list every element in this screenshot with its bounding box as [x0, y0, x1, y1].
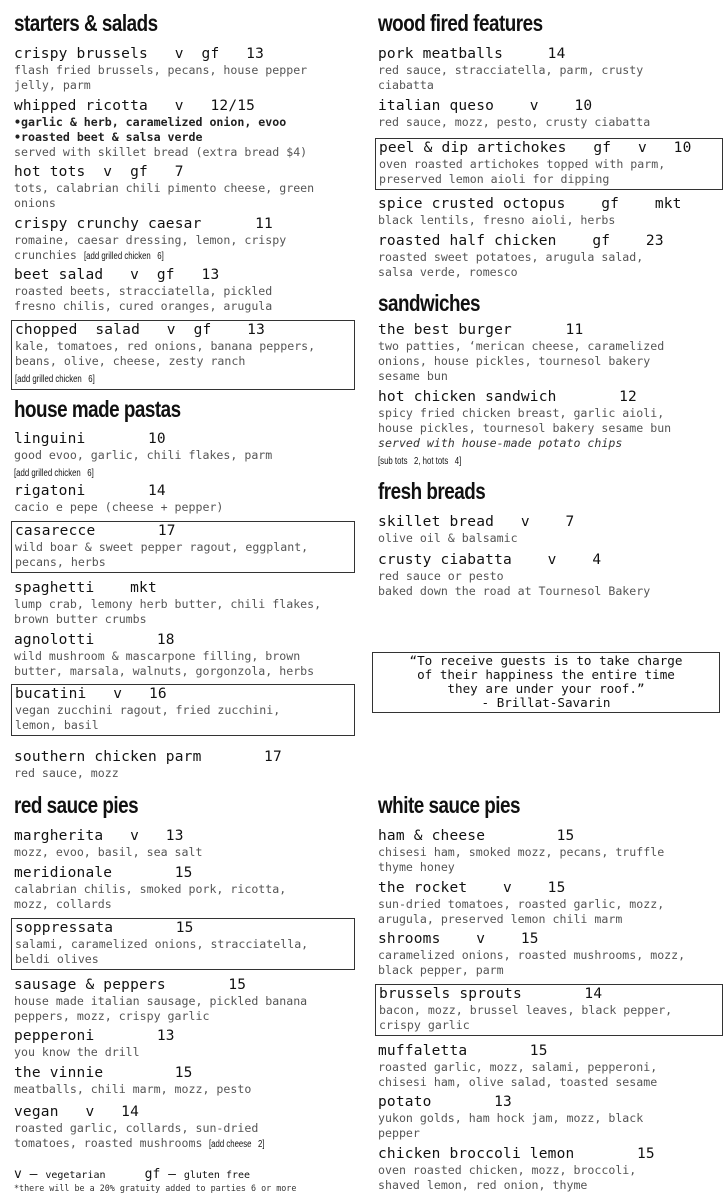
menu-item: [14, 828, 364, 860]
item-title: crispy brussels v gf 13: [14, 46, 265, 62]
item-desc: chisesi ham, smoked mozz, pecans, truffle thyme honey: [378, 845, 665, 874]
menu-item: [14, 1104, 364, 1152]
item-desc: red sauce or pesto baked down the road at Tournesol Bakery: [378, 569, 651, 598]
menu-item: [14, 216, 364, 264]
item-desc: two patties, ‘merican cheese, caramelized onions, house pickles, tournesol bakery sesame bun: [378, 339, 665, 383]
item-title: southern chicken parm 17: [14, 749, 282, 765]
menu-item: [14, 164, 364, 211]
item-title: shrooms v 15: [378, 931, 539, 947]
item-title: pork meatballs 14: [378, 46, 566, 62]
item-desc: sun-dried tomatoes, roasted garlic, mozz, arugula, preserved lemon chili marm: [378, 897, 665, 926]
item-title: brussels sprouts 14: [379, 986, 603, 1002]
item-title: italian queso v 10: [378, 98, 593, 114]
menu-item: [378, 1094, 728, 1141]
starters-heading: starters & salads: [14, 10, 158, 36]
item-title: muffaletta 15: [378, 1043, 548, 1059]
item-title: bucatini v 16: [15, 686, 167, 702]
item-title: crispy crunchy caesar 11: [14, 216, 273, 232]
pastas-heading: house made pastas: [14, 396, 181, 422]
menu-item: [378, 389, 728, 469]
item-title: spice crusted octopus gf mkt: [378, 196, 682, 212]
item-title: agnolotti 18: [14, 632, 175, 648]
menu-item: [14, 580, 364, 627]
item-title: vegan v 14: [14, 1104, 140, 1120]
item-desc: oven roasted chicken, mozz, broccoli, shaved lemon, red onion, thyme: [378, 1163, 637, 1192]
menu-item: [378, 322, 728, 384]
gratuity-note: *there will be a 20% gratuity added to parties 6 or more: [14, 1183, 297, 1193]
addon-note: [add cheese 2]: [209, 1139, 265, 1150]
item-title: soppressata 15: [15, 920, 194, 936]
menu-item-featured: [11, 320, 355, 390]
item-desc: house made italian sausage, pickled banana peppers, mozz, crispy garlic: [14, 994, 308, 1023]
sandwiches-heading: sandwiches: [378, 290, 481, 316]
item-title: the vinnie 15: [14, 1065, 193, 1081]
item-desc: olive oil & balsamic: [378, 531, 518, 545]
menu-item: [14, 267, 364, 314]
legend-gf: gf –: [144, 1167, 176, 1182]
legend-gf-label: gluten free: [183, 1170, 251, 1181]
item-title: linguini 10: [14, 431, 166, 447]
menu-item: [14, 749, 364, 781]
item-desc-text: roasted garlic, collards, sun-dried tomatoes, roasted mushrooms: [14, 1121, 259, 1150]
menu-item: [378, 46, 728, 93]
quote-box: [372, 652, 720, 713]
breads-heading: fresh breads: [378, 478, 486, 504]
item-desc: tots, calabrian chili pimento cheese, green onions: [14, 181, 315, 210]
item-options: •garlic & herb, caramelized onion, evoo •roasted beet & salsa verde: [14, 115, 287, 144]
legend-v: v –: [14, 1167, 38, 1182]
menu-item: [14, 46, 364, 93]
menu-item: [14, 1028, 364, 1060]
addon-note: [add grilled chicken 6]: [14, 468, 94, 479]
item-desc: cacio e pepe (cheese + pepper): [14, 500, 224, 514]
item-desc: wild mushroom & mascarpone filling, brown butter, marsala, walnuts, gorgonzola, herbs: [14, 649, 315, 678]
item-desc: vegan zucchini ragout, fried zucchini, lemon, basil: [15, 703, 281, 732]
item-desc: oven roasted artichokes topped with parm, preserved lemon aioli for dipping: [379, 157, 666, 186]
item-side-note: served with house-made potato chips: [378, 436, 623, 450]
menu-item: [14, 483, 364, 515]
addon-note: [sub tots 2, hot tots 4]: [378, 456, 462, 467]
menu-item-featured: [11, 521, 355, 573]
item-desc: red sauce, mozz, pesto, crusty ciabatta: [378, 115, 651, 129]
item-desc: good evoo, garlic, chili flakes, parm: [14, 448, 273, 462]
item-title: chicken broccoli lemon 15: [378, 1146, 655, 1162]
menu-item: [14, 632, 364, 679]
item-desc: roasted garlic, mozz, salami, pepperoni, chisesi ham, olive salad, toasted sesame: [378, 1060, 658, 1089]
item-desc: roasted beets, stracciatella, pickled fresno chilis, cured oranges, arugula: [14, 284, 273, 313]
item-title: roasted half chicken gf 23: [378, 233, 664, 249]
item-desc: salami, caramelized onions, stracciatella, beldi olives: [15, 937, 309, 966]
item-desc: mozz, evoo, basil, sea salt: [14, 845, 203, 859]
item-title: chopped salad v gf 13: [15, 322, 266, 338]
item-title: hot chicken sandwich 12: [378, 389, 637, 405]
quote-text: “To receive guests is to take charge of their happiness the entire time they are under your roof.” - Brillat-Savarin: [409, 653, 683, 710]
menu-item-featured: [375, 984, 723, 1036]
item-title: potato 13: [378, 1094, 512, 1110]
item-title: crusty ciabatta v 4: [378, 552, 602, 568]
item-title: rigatoni 14: [14, 483, 166, 499]
item-desc: [14, 233, 364, 264]
item-desc: roasted sweet potatoes, arugula salad, salsa verde, romesco: [378, 250, 644, 279]
menu-item: [14, 865, 364, 912]
menu-item-featured: [11, 684, 355, 736]
menu-item: [378, 514, 728, 546]
item-desc: red sauce, mozz: [14, 766, 119, 780]
item-title: the rocket v 15: [378, 880, 566, 896]
menu-item: [378, 1043, 728, 1090]
menu-item: [378, 98, 728, 130]
item-desc: flash fried brussels, pecans, house pepper jelly, parm: [14, 63, 308, 92]
item-desc-text: romaine, caesar dressing, lemon, crispy crunchies: [14, 233, 287, 262]
menu-item: [378, 196, 728, 228]
item-title: margherita v 13: [14, 828, 184, 844]
wood-fired-heading: wood fired features: [378, 10, 543, 36]
menu-item: [378, 931, 728, 978]
item-title: casarecce 17: [15, 523, 176, 539]
item-desc: bacon, mozz, brussel leaves, black pepper, crispy garlic: [379, 1003, 673, 1032]
item-title: pepperoni 13: [14, 1028, 175, 1044]
item-desc: meatballs, chili marm, mozz, pesto: [14, 1082, 252, 1096]
addon-note: [add grilled chicken 6]: [83, 251, 164, 262]
menu-item: [14, 431, 364, 481]
menu-item: [378, 828, 728, 875]
menu-item: [14, 98, 364, 160]
item-desc: served with skillet bread (extra bread $4): [14, 145, 308, 159]
item-desc: red sauce, stracciatella, parm, crusty ciabatta: [378, 63, 644, 92]
legend-v-label: vegetarian: [45, 1170, 106, 1181]
menu-item: [378, 1146, 728, 1193]
item-desc: wild boar & sweet pepper ragout, eggplant, pecans, herbs: [15, 540, 309, 569]
menu-item: [14, 1065, 364, 1097]
item-desc: [14, 1121, 364, 1152]
white-pies-heading: white sauce pies: [378, 792, 521, 818]
item-desc: caramelized onions, roasted mushrooms, mozz, black pepper, parm: [378, 948, 686, 977]
item-desc: yukon golds, ham hock jam, mozz, black pepper: [378, 1111, 644, 1140]
legend: [14, 1167, 354, 1194]
item-desc: calabrian chilis, smoked pork, ricotta, mozz, collards: [14, 882, 287, 911]
item-title: sausage & peppers 15: [14, 977, 247, 993]
item-desc: lump crab, lemony herb butter, chili flakes, brown butter crumbs: [14, 597, 322, 626]
item-title: beet salad v gf 13: [14, 267, 220, 283]
item-desc: black lentils, fresno aioli, herbs: [378, 213, 616, 227]
menu-item-featured: [375, 138, 723, 190]
item-desc: kale, tomatoes, red onions, banana peppers, beans, olive, cheese, zesty ranch: [15, 339, 316, 368]
menu-item: [378, 880, 728, 927]
item-title: the best burger 11: [378, 322, 584, 338]
item-title: whipped ricotta v 12/15: [14, 98, 256, 114]
red-pies-heading: red sauce pies: [14, 792, 139, 818]
item-desc: you know the drill: [14, 1045, 140, 1059]
item-title: meridionale 15: [14, 865, 193, 881]
menu-item-featured: [11, 918, 355, 970]
menu-item: [14, 977, 364, 1024]
menu-item: [378, 552, 728, 599]
item-title: ham & cheese 15: [378, 828, 575, 844]
addon-note: [add grilled chicken 6]: [15, 374, 95, 385]
item-desc: spicy fried chicken breast, garlic aioli, house pickles, tournesol bakery sesame bun: [378, 406, 672, 435]
item-title: skillet bread v 7: [378, 514, 575, 530]
item-title: hot tots v gf 7: [14, 164, 184, 180]
item-title: spaghetti mkt: [14, 580, 157, 596]
menu-item: [378, 233, 728, 280]
legend-line: [14, 1167, 354, 1183]
item-title: peel & dip artichokes gf v 10: [379, 140, 692, 156]
